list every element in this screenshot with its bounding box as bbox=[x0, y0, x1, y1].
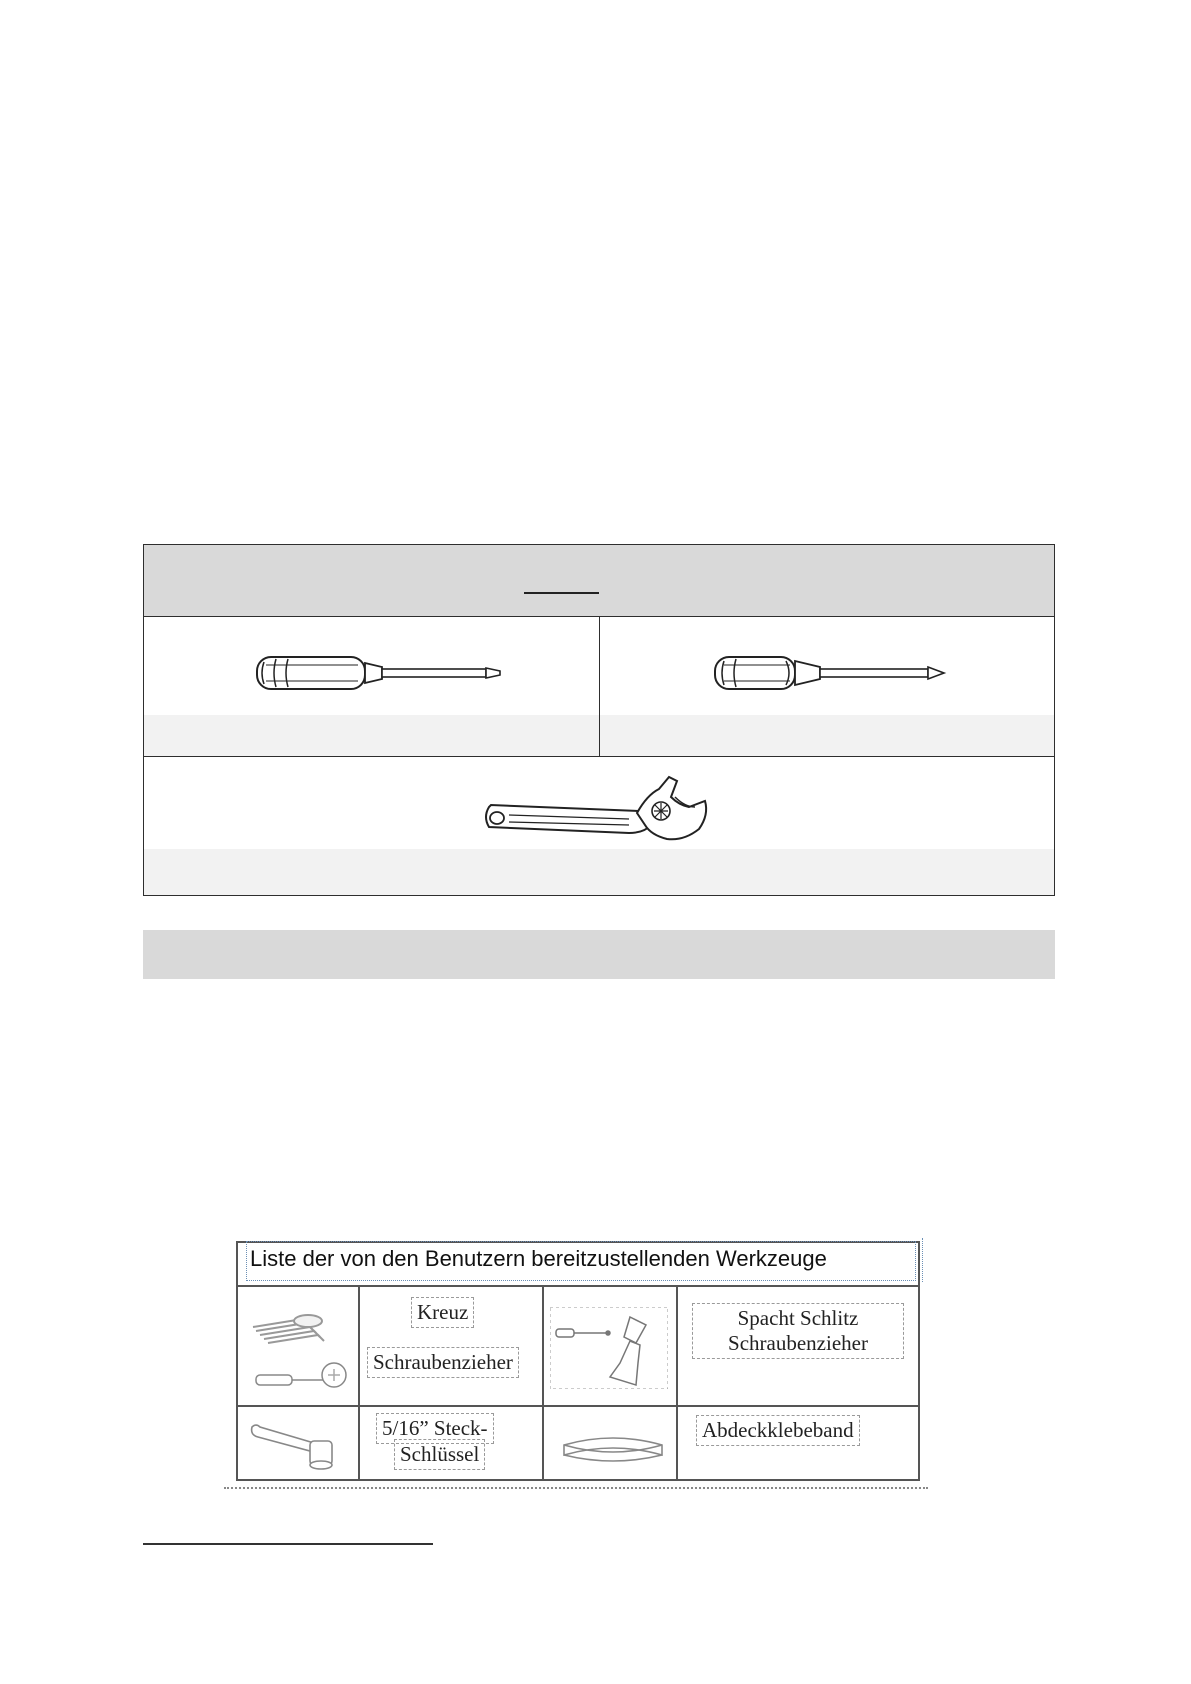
kreuz-label: Kreuz bbox=[411, 1297, 474, 1328]
screwdriver-icon bbox=[712, 649, 952, 697]
socket-wrench-icon bbox=[248, 1417, 348, 1473]
spacht-line1: Spacht Schlitz bbox=[737, 1306, 859, 1330]
user-tools-figure bbox=[236, 1241, 920, 1481]
grid-line bbox=[236, 1285, 920, 1287]
header-underline bbox=[524, 592, 599, 594]
scraper-screwdriver-icon bbox=[550, 1307, 668, 1389]
figure-anchor-line bbox=[922, 1238, 923, 1282]
tool-cell-slotted-screwdriver bbox=[600, 617, 1054, 757]
spacht-line2: Schraubenzieher bbox=[728, 1331, 868, 1355]
figure-bottom-border bbox=[224, 1487, 928, 1489]
adjustable-wrench-icon bbox=[479, 767, 719, 849]
tools-table bbox=[143, 544, 1055, 896]
abdeckklebeband-label: Abdeckklebeband bbox=[696, 1415, 860, 1446]
tool-cell-phillips-screwdriver bbox=[144, 617, 600, 757]
user-tools-title: Liste der von den Benutzern bereitzustellenden Werkzeuge bbox=[250, 1246, 827, 1271]
tool-cell-adjustable-wrench bbox=[144, 757, 1054, 895]
user-tools-grid bbox=[236, 1285, 920, 1481]
footnote-separator bbox=[143, 1543, 433, 1545]
section-band bbox=[143, 930, 1055, 979]
caption-strip bbox=[144, 715, 599, 756]
tape-roll-icon bbox=[558, 1431, 668, 1467]
tools-table-header bbox=[144, 545, 1054, 617]
grid-line bbox=[542, 1285, 544, 1481]
steck-label-line1: 5/16” Steck- bbox=[376, 1413, 494, 1444]
caption-strip bbox=[144, 849, 1054, 895]
spacht-label bbox=[692, 1303, 904, 1359]
grid-line bbox=[236, 1405, 920, 1407]
phillips-screwdriver-icon bbox=[254, 649, 504, 697]
steck-label-line2: Schlüssel bbox=[394, 1439, 485, 1470]
caption-strip bbox=[600, 715, 1054, 756]
grid-line bbox=[358, 1285, 360, 1481]
hex-key-set-icon bbox=[248, 1297, 348, 1397]
grid-line bbox=[676, 1285, 678, 1481]
schraubenzieher-label: Schraubenzieher bbox=[367, 1347, 519, 1378]
